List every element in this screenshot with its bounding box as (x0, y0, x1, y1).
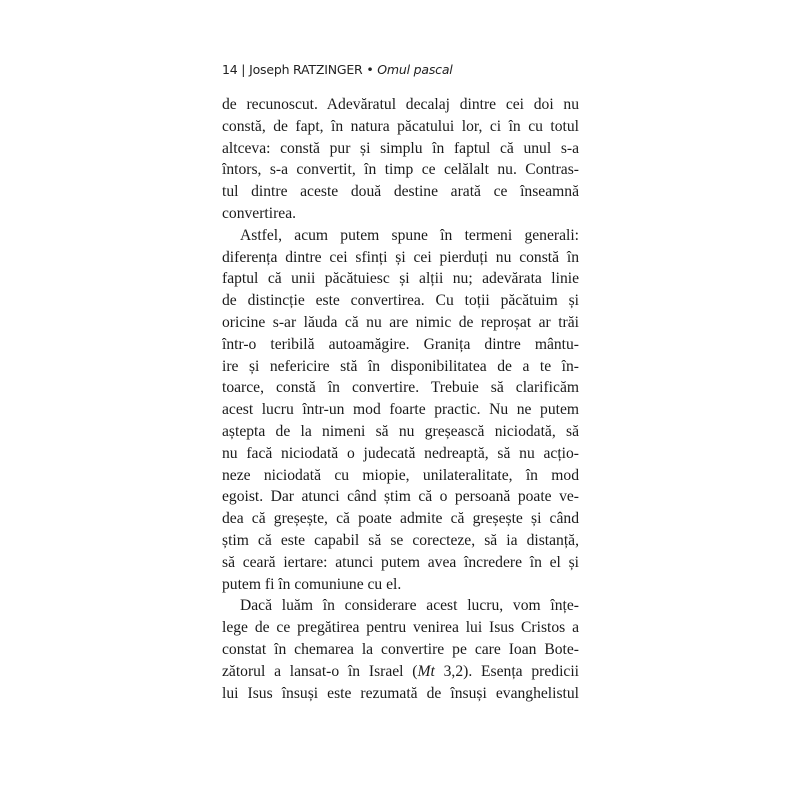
text-segment: zătorul a lansat-o în Israel ( (222, 662, 418, 680)
text-line: aștepta de la nimeni să nu greșească niciodată, să (222, 422, 579, 440)
text-line: constat în chemarea la convertire pe care Ioan Bote- (222, 640, 579, 658)
text-line: de distincție este convertirea. Cu toții păcătuim și (222, 292, 579, 310)
citation-book: Mt (417, 662, 435, 680)
text-line: egoist. Dar atunci când știm că o persoană poate ve- (222, 488, 579, 506)
text-line: întors, s-a convertit, în timp ce celălalt nu. Contras- (222, 161, 579, 179)
text-line-with-citation (222, 661, 579, 683)
text-line: lege de ce pregătirea pentru venirea lui Isus Cristos a (222, 619, 579, 637)
text-line: faptul că unii păcătuiesc și alții nu; adevărata linie (222, 270, 579, 288)
text-line: dea că greșește, că poate admite că greșește și când (222, 510, 579, 528)
text-line: Dacă luăm în considerare acest lucru, vom înțe- (240, 597, 579, 615)
citation-reference: 3,2 (434, 662, 464, 680)
running-header (222, 62, 453, 77)
text-line: Astfel, acum putem spune în termeni generali: (240, 226, 579, 244)
text-line: să ceară iertare: atunci putem avea încredere în el și (222, 553, 579, 571)
author-name: Joseph RATZINGER (249, 62, 363, 77)
text-line: acest lucru într-un mod foarte practic. Nu ne putem (222, 401, 579, 419)
text-line: altceva: constă pur și simplu în faptul că unul s-a (222, 139, 579, 157)
text-line: neze niciodată cu miopie, unilateralitate, în mod (222, 466, 579, 484)
text-line: știm că este capabil să se corecteze, să ia distanță, (222, 531, 579, 549)
text-line: tul dintre aceste două destine arată ce înseamnă (222, 183, 579, 201)
text-line: putem fi în comuniune cu el. (222, 575, 402, 593)
text-line: oricine s-ar lăuda că nu are nimic de reproșat ar trăi (222, 313, 579, 331)
text-line: lui Isus însuși este rezumată de însuși evanghelistul (222, 684, 579, 702)
text-line: toarce, constă în convertire. Trebuie să clarificăm (222, 379, 579, 397)
text-line: convertirea. (222, 204, 297, 222)
text-line: nu facă niciodată o judecată nedreaptă, să nu acțio- (222, 444, 579, 462)
text-line: constă, de fapt, în natura păcatului lor, ci în cu totul (222, 117, 579, 135)
header-bullet: • (366, 62, 374, 77)
text-line: ire și nefericire stă în disponibilitatea de a te în- (222, 357, 579, 375)
body-text (222, 94, 579, 704)
text-line: într-o teribilă autoamăgire. Granița dintre mântu- (222, 335, 579, 353)
text-line: diferența dintre cei sfinți și cei pierduți nu constă în (222, 248, 579, 266)
book-title: Omul pascal (377, 62, 453, 77)
text-segment: ). Esența predicii (463, 662, 579, 680)
page-number: 14 (222, 62, 238, 77)
header-separator: | (241, 62, 246, 77)
text-line: de recunoscut. Adevăratul decalaj dintre cei doi nu (222, 96, 579, 113)
